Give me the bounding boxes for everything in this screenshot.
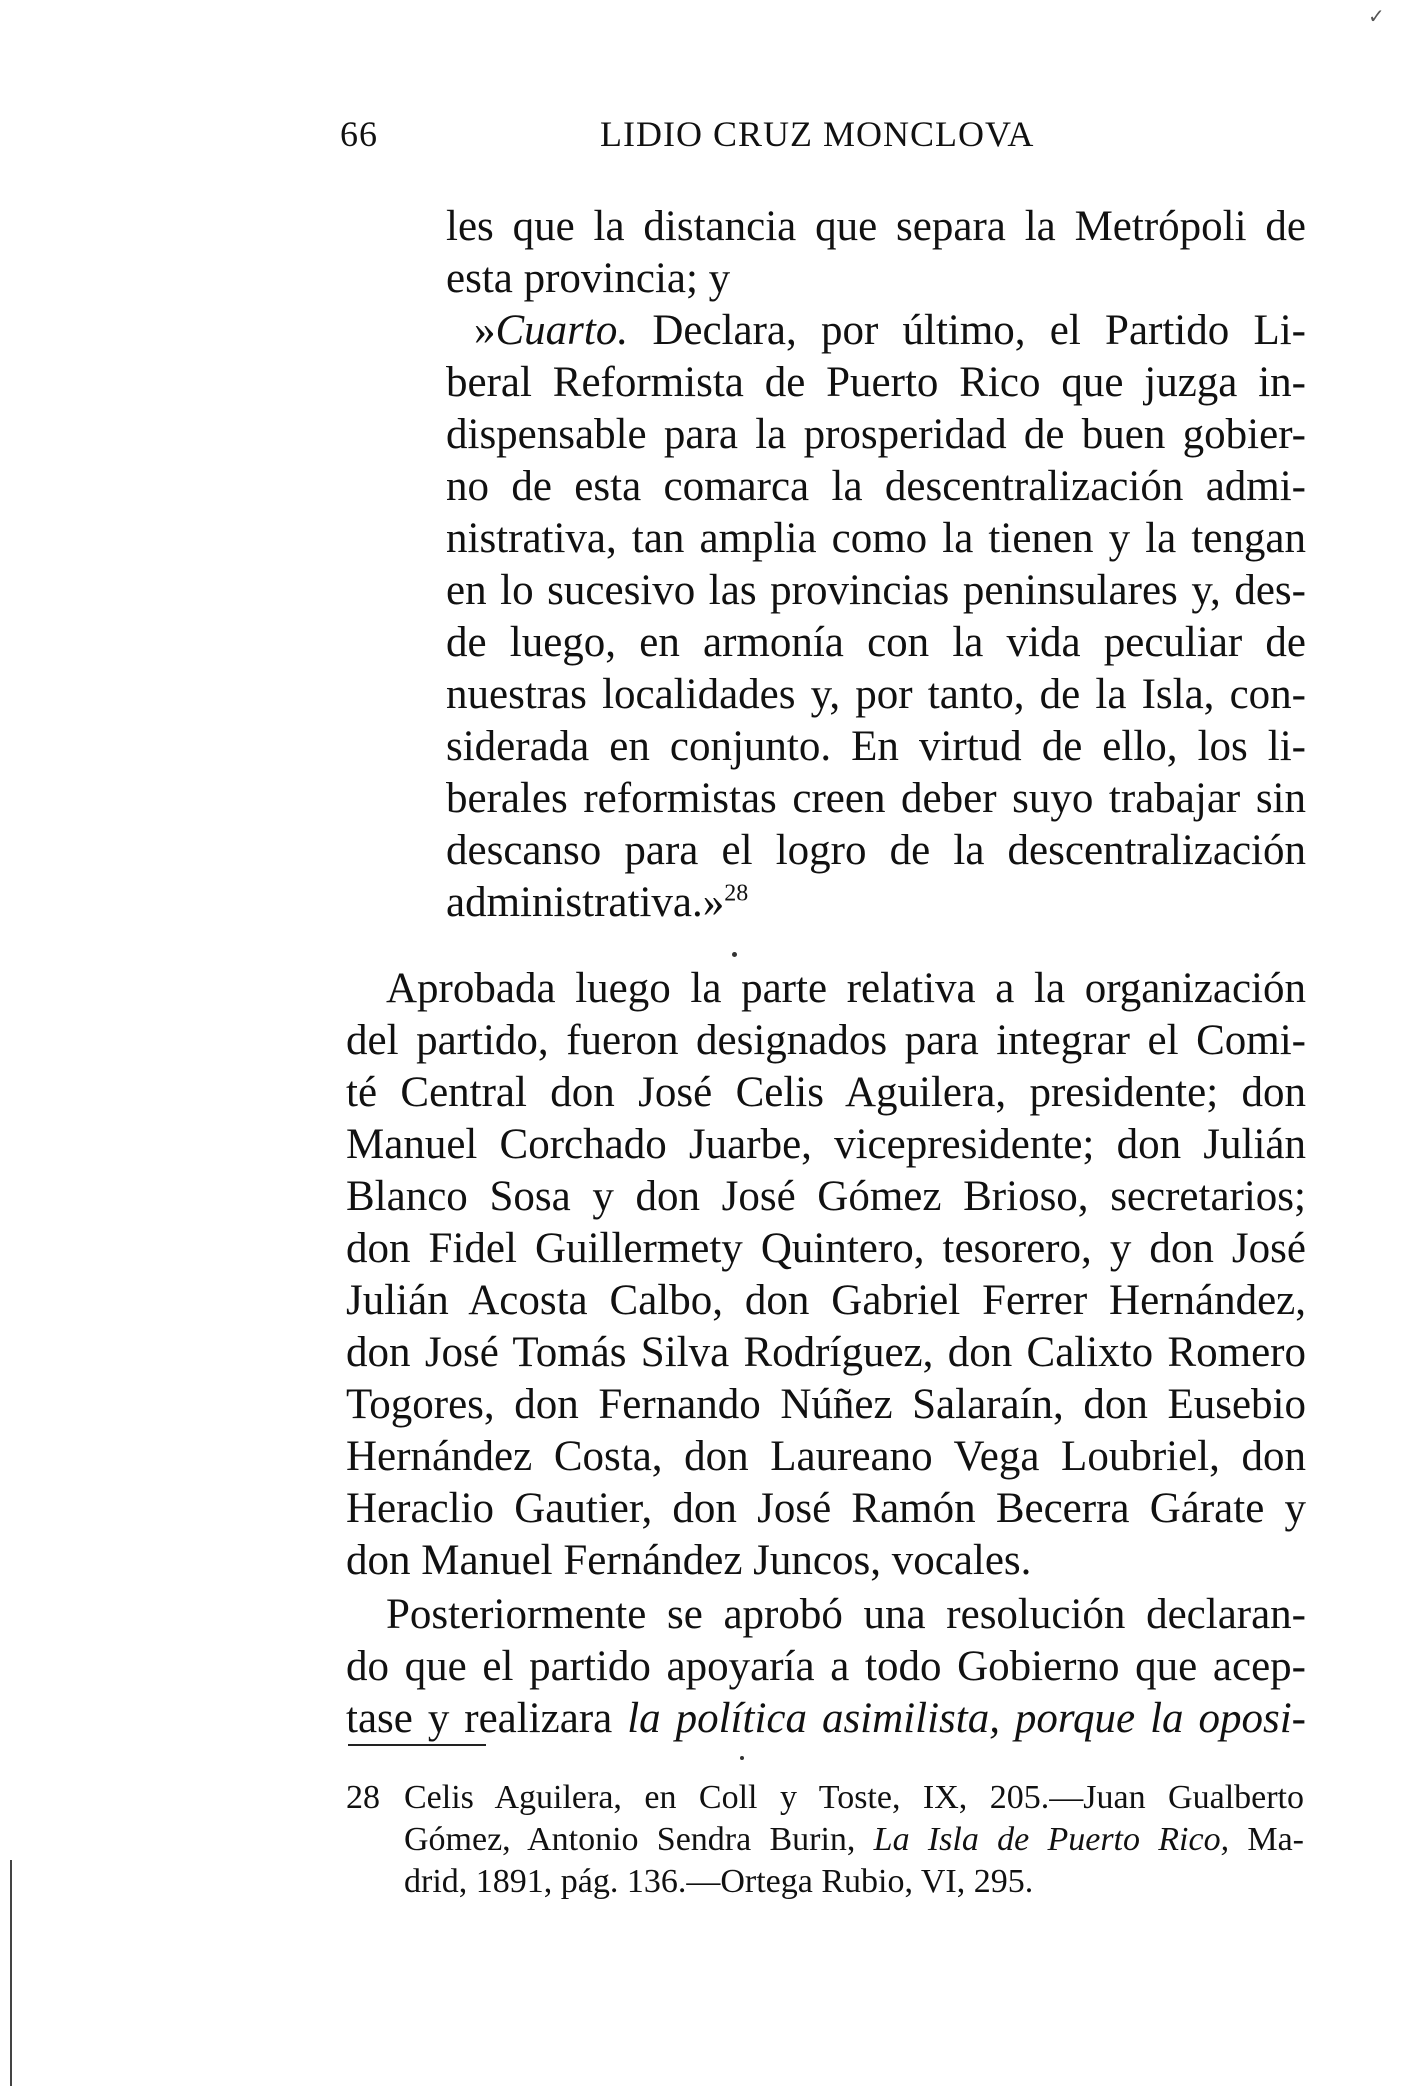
paragraph-line: do que el partido apoyaría a todo Gobierno que acep- [346,1643,1306,1690]
paragraph-line: Hernández Costa, don Laureano Vega Loubriel, don [346,1433,1306,1480]
quote-line: beral Reformista de Puerto Rico que juzga in- [446,359,1306,406]
paragraph-line: Togores, don Fernando Núñez Salaraín, don Eusebio [346,1381,1306,1428]
quote-line [446,878,748,928]
quote-line: de luego, en armonía con la vida peculiar de [446,619,1306,666]
corner-check-mark: ✓ [1368,6,1385,28]
line-text: tase y realizara [346,1695,628,1742]
quote-line [474,306,1306,356]
footnote-reference: 28 [724,880,749,907]
paragraph-line: Manuel Corchado Juarbe, vicepresidente; don Julián [346,1121,1306,1168]
stray-dot [740,1756,744,1760]
quote-last-text: administrativa.» [446,879,725,926]
quote-line: nuestras localidades y, por tanto, de la Isla, con- [446,671,1306,718]
paragraph-line: Julián Acosta Calbo, don Gabriel Ferrer Hernández, [346,1277,1306,1324]
footnote-title: La Isla de Puerto Rico, [873,1821,1230,1858]
quote-mark: » [474,307,496,354]
paragraph-line: Posteriormente se aprobó una resolución declaran- [386,1591,1306,1638]
quote-line: descanso para el logro de la descentralización [446,827,1306,874]
quote-line: en lo sucesivo las provincias peninsulares y, des- [446,567,1306,614]
paragraph-line: don Manuel Fernández Juncos, vocales. [346,1537,1032,1584]
italic-phrase: la política asimilista, porque la oposi- [627,1695,1307,1742]
quote-line: no de esta comarca la descentralización admi- [446,463,1306,510]
quote-line: les que la distancia que separa la Metrópoli de [446,203,1306,250]
paragraph-line: don José Tomás Silva Rodríguez, don Calixto Romero [346,1329,1306,1376]
paragraph-line: té Central don José Celis Aguilera, presidente; don [346,1069,1306,1116]
footnote-line: Celis Aguilera, en Coll y Toste, IX, 205.—Juan Gualberto [404,1779,1304,1816]
footnote-number: 28 [346,1779,380,1816]
paragraph-line: Blanco Sosa y don José Gómez Brioso, secretarios; [346,1173,1306,1220]
stray-dot [732,952,737,957]
footnote-text: Ma- [1229,1821,1304,1858]
italic-word: Cuarto. [495,307,629,354]
paragraph-line [346,1694,1306,1744]
page-number: 66 [340,114,378,154]
footnote-line [404,1820,1304,1860]
paragraph-line: don Fidel Guillermety Quintero, tesorero, y don José [346,1225,1306,1272]
quote-line: dispensable para la prosperidad de buen gobier- [446,411,1306,458]
quote-line: esta provincia; y [446,255,731,302]
footnote-divider [348,1744,486,1746]
quote-line-rest: Declara, por último, el Partido Li- [628,307,1306,354]
quote-line: nistrativa, tan amplia como la tienen y la tengan [446,515,1306,562]
paragraph-line: Aprobada luego la parte relativa a la organización [386,965,1306,1012]
running-head: LIDIO CRUZ MONCLOVA [600,114,1035,154]
quote-line: berales reformistas creen deber suyo trabajar sin [446,775,1306,822]
footnote-text: Gómez, Antonio Sendra Burin, [404,1821,874,1858]
footnote-line: drid, 1891, pág. 136.—Ortega Rubio, VI, 295. [404,1863,1034,1900]
page-edge-shadow [10,1860,12,2086]
paragraph-line: Heraclio Gautier, don José Ramón Becerra Gárate y [346,1485,1306,1532]
quote-line: siderada en conjunto. En virtud de ello, los li- [446,723,1306,770]
paragraph-line: del partido, fueron designados para integrar el Comi- [346,1017,1306,1064]
